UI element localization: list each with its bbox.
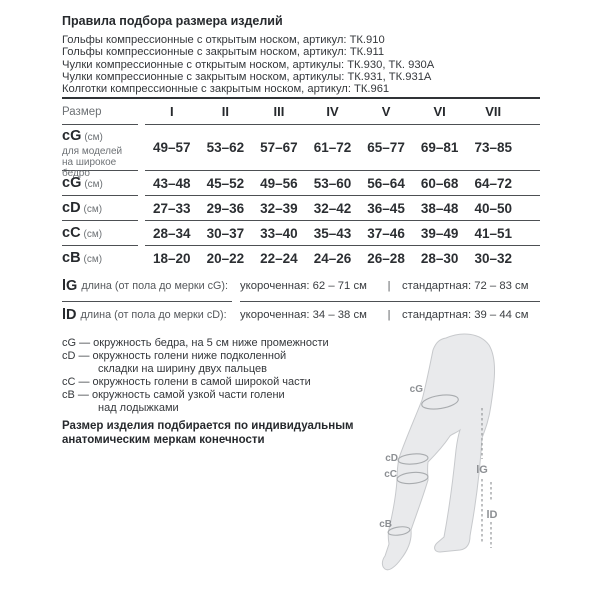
row-label (62, 221, 138, 246)
size-cell: 28–30 (420, 251, 459, 267)
row-label (62, 171, 138, 196)
length-short-option: укороченная: 62 – 71 см (240, 279, 367, 292)
column-header: IV (326, 104, 339, 120)
lg-diagram-label: lG (476, 464, 488, 476)
length-description: длина (от пола до мерки cG): (81, 279, 229, 292)
table-row-cg-wide-hip (62, 125, 540, 180)
size-cell: 64–72 (474, 175, 512, 191)
definition-cg: cG — окружность бедра, на 5 см ниже промежности (62, 337, 329, 350)
measure-unit: (см) (83, 254, 103, 266)
size-table (62, 97, 540, 271)
size-cell: 30–37 (206, 225, 245, 241)
row-values (145, 196, 540, 221)
definition-cd: cD — окружность голени ниже подколенной складки на ширину двух пальцев (62, 350, 287, 376)
length-values (240, 271, 540, 302)
length-short-option: укороченная: 34 – 38 см (240, 309, 367, 322)
size-cell: 20–22 (206, 251, 245, 267)
measure-code: cC (62, 224, 81, 241)
size-cell: 27–33 (153, 200, 191, 216)
product-line: Чулки компрессионные с открытым носком, артикулы: ТК.930, ТК. 930А (62, 58, 435, 71)
size-cell: 39–49 (420, 225, 459, 241)
length-row-lg (62, 271, 540, 301)
size-cell: 43–48 (153, 175, 191, 191)
size-cell: 38–48 (420, 200, 459, 216)
measure-unit: (см) (83, 203, 103, 215)
size-cell: 73–85 (474, 140, 512, 156)
length-table (62, 271, 540, 329)
size-cell: 49–56 (260, 175, 298, 191)
measure-code: lG (62, 277, 78, 294)
measurement-definitions (62, 337, 372, 415)
product-line: Колготки компрессионные с закрытым носком, артикул: ТК.961 (62, 83, 390, 96)
definition-cc: cC — окружность голени в самой широкой части (62, 376, 311, 389)
product-line: Гольфы компрессионные с открытым носком, артикул: ТК.910 (62, 34, 385, 46)
table-row-cg (62, 171, 540, 196)
size-cell: 40–50 (474, 200, 512, 216)
size-cell: 22–24 (260, 251, 298, 267)
page-title: Правила подбора размера изделий (62, 14, 283, 28)
row-label (62, 125, 138, 180)
column-header: II (221, 104, 229, 120)
cg-diagram-label: cG (409, 384, 423, 395)
length-values (240, 301, 540, 329)
measure-code: cG (62, 128, 82, 145)
size-cell: 29–36 (206, 200, 245, 216)
size-cell: 57–67 (260, 140, 298, 156)
row-label (62, 196, 138, 221)
size-cell: 26–28 (367, 251, 405, 267)
column-header: VI (433, 104, 446, 120)
size-cell: 49–57 (153, 140, 191, 156)
size-cell: 24–26 (313, 251, 352, 267)
size-cell: 37–46 (367, 225, 405, 241)
size-cell: 41–51 (474, 225, 512, 241)
size-cell: 33–40 (260, 225, 298, 241)
measure-code: cB (62, 250, 81, 267)
measure-unit: (см) (84, 132, 103, 144)
row-values (145, 221, 540, 246)
size-columns (145, 99, 540, 125)
measure-unit: (см) (84, 178, 103, 190)
length-description: длина (от пола до мерки cD): (80, 309, 227, 322)
table-header-row (62, 99, 540, 125)
size-cell: 53–62 (206, 140, 245, 156)
legs-silhouette (382, 334, 494, 570)
definition-cb: cB — окружность самой узкой части голени над лодыжками (62, 389, 285, 415)
cb-diagram-label: cB (379, 519, 392, 530)
measure-code: lD (62, 307, 77, 324)
table-row-cb (62, 246, 540, 271)
ld-diagram-label: lD (486, 509, 498, 521)
size-cell: 45–52 (206, 175, 245, 191)
table-row-cd (62, 196, 540, 221)
size-cell: 35–43 (313, 225, 352, 241)
row-note: для моделей на широкое бедро (62, 146, 123, 180)
row-label (62, 246, 138, 271)
length-label (62, 301, 232, 329)
size-cell: 69–81 (420, 140, 459, 156)
product-line: Гольфы компрессионные с закрытым носком, артикул: ТК.911 (62, 46, 385, 59)
length-row-ld (62, 301, 540, 329)
product-line: Чулки компрессионные с закрытым носком, артикулы: ТК.931, ТК.931А (62, 70, 432, 83)
column-header: VII (485, 104, 502, 120)
size-cell: 56–64 (367, 175, 405, 191)
cd-diagram-label: cD (385, 453, 398, 464)
product-list (62, 34, 540, 95)
size-cell: 18–20 (153, 251, 191, 267)
measure-code: cD (62, 199, 81, 216)
size-cell: 53–60 (313, 175, 352, 191)
option-separator: | (387, 279, 391, 292)
column-header: III (273, 104, 285, 120)
size-label: Размер (62, 105, 102, 118)
measure-unit: (см) (83, 228, 103, 240)
size-cell: 36–45 (367, 200, 405, 216)
length-label (62, 271, 232, 302)
size-cell: 60–68 (420, 175, 459, 191)
size-cell: 32–42 (313, 200, 352, 216)
option-separator: | (387, 309, 391, 322)
row-values (145, 246, 540, 271)
length-standard-option: стандартная: 72 – 83 см (402, 279, 529, 292)
measure-code: cG (62, 174, 82, 191)
selection-note: Размер изделия подбирается по индивидуальным анатомическим меркам конечности (62, 420, 354, 447)
size-cell: 30–32 (474, 251, 512, 267)
size-cell: 28–34 (153, 225, 191, 241)
table-row-cc (62, 221, 540, 246)
column-header: I (169, 104, 174, 120)
leg-measurement-diagram (370, 330, 545, 595)
size-cell: 61–72 (313, 140, 352, 156)
length-standard-option: стандартная: 39 – 44 см (402, 309, 529, 322)
row-values (145, 125, 540, 171)
size-column-header (62, 99, 138, 125)
size-cell: 32–39 (260, 200, 298, 216)
size-cell: 65–77 (367, 140, 405, 156)
column-header: V (381, 104, 391, 120)
cc-diagram-label: cC (384, 469, 397, 480)
row-values (145, 171, 540, 196)
